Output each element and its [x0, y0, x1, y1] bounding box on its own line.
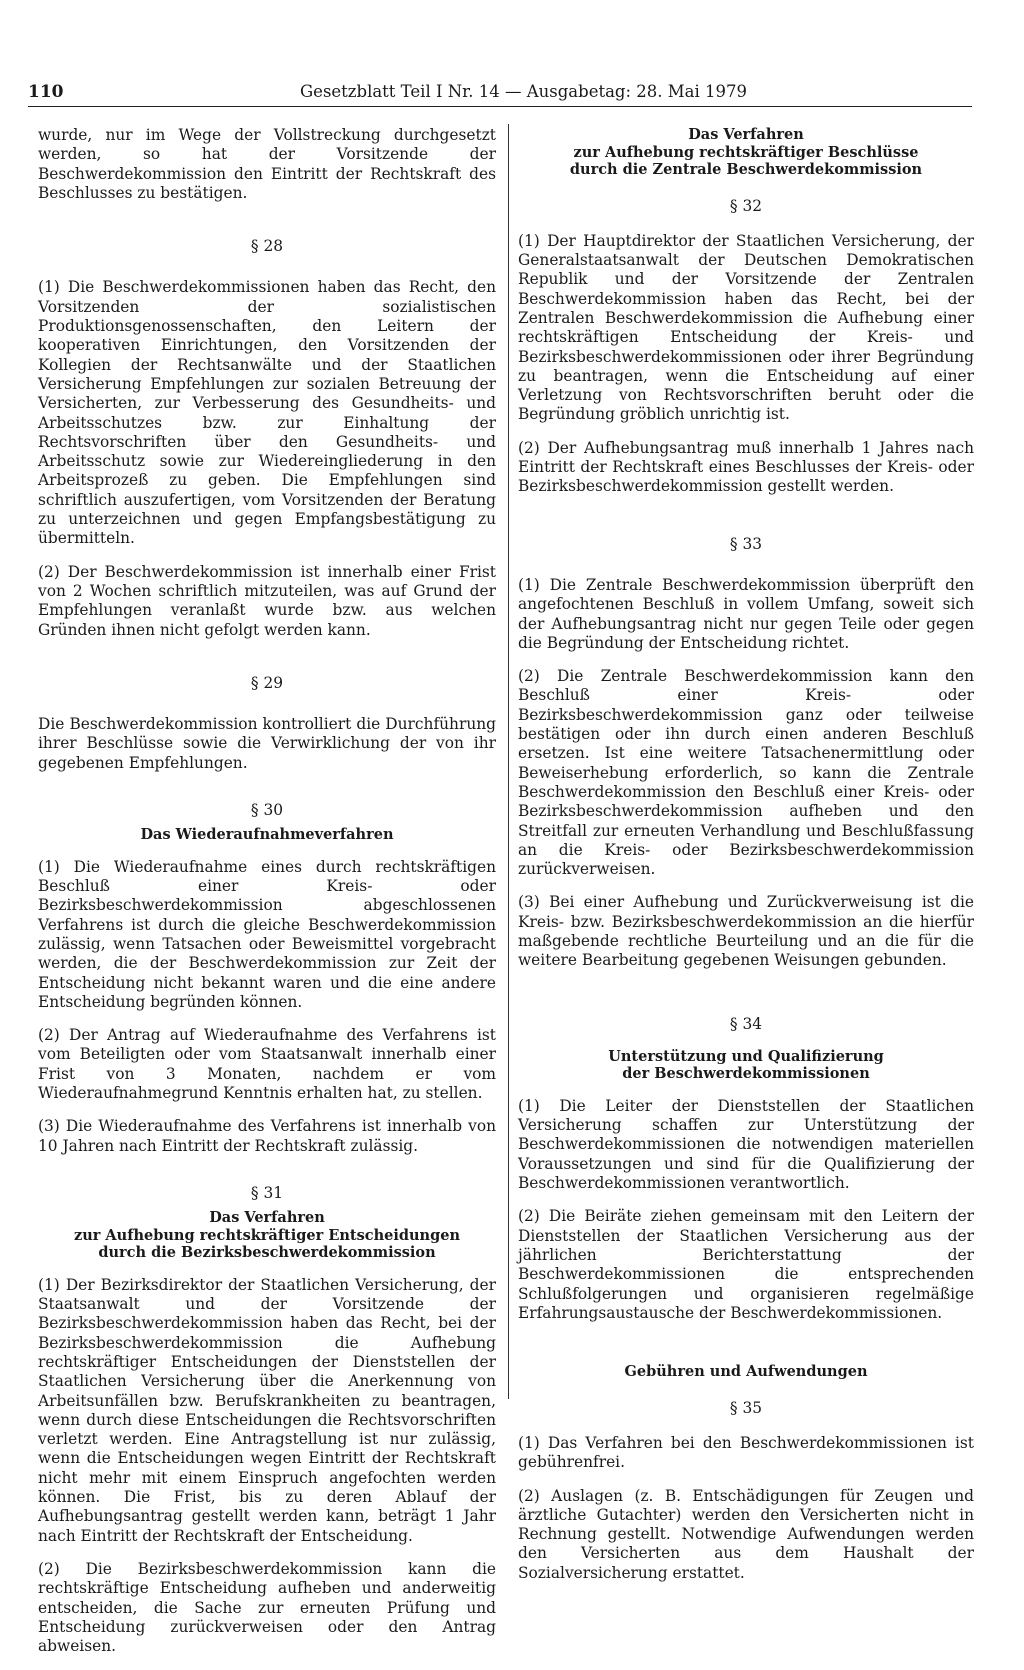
paragraph-31-2: (2) Die Bezirksbeschwerdekommission kann die rechtskräftige Entscheidung aufheben und anderweitig entscheiden, die Sache zur erneuten Prüfung und Entscheidung zurückverweisen oder den Antrag abweisen.: [38, 1559, 496, 1656]
section-number-28: § 28: [250, 237, 284, 256]
section-title-34-line1: Unterstützung und Qualifizierung: [608, 1047, 884, 1065]
paragraph-29-1: Die Beschwerdekommission kontrolliert die Durchführung ihrer Beschlüsse sowie die Verwirklichung der von ihr gegebenen Empfehlungen.: [38, 715, 496, 772]
paragraph-35-2: (2) Auslagen (z. B. Entschädigungen für Zeugen und ärztliche Gutachter) werden den Versicherten nicht in Rechnung gestellt. Notwendige Aufwendungen werden den Versicherten aus dem Haushalt der Sozialversicherung erstattet.: [518, 1486, 974, 1582]
section-title-35: Gebühren und Aufwendungen: [624, 1363, 868, 1381]
chapter-heading-line1: Das Verfahren: [688, 126, 804, 143]
chapter-heading-line2: zur Aufhebung rechtskräftiger Beschlüsse: [573, 143, 919, 161]
running-title: Gesetzblatt Teil I Nr. 14 — Ausgabetag: 28. Mai 1979: [300, 82, 748, 101]
left-column: [38, 126, 496, 1670]
right-column: [518, 126, 974, 1597]
section-number-30: § 30: [250, 801, 284, 820]
section-title-30: Das Wiederaufnahmeverfahren: [140, 826, 394, 844]
paragraph-28-1: (1) Die Beschwerdekommissionen haben das Recht, den Vorsitzenden der sozialistischen Produktionsgenossenschaften, den Leitern der kooperativen Einrichtungen, den Vorsitzenden der Kollegien der Rechtsanwälte und der Staatlichen Versicherung Empfehlungen zur sozialen Betreuung der Versicherten, zur Verbesserung des Gesundheits- und Arbeitsschutzes bzw. zur Einhaltung der Rechtsvorschriften über den Gesundheits- und Arbeitsschutz sowie zur Wiedereingliederung in den Arbeitsprozeß zu geben. Die Empfehlungen sind schriftlich auszufertigen, vom Vorsitzenden der Beratung zu unterzeichnen und gegen Empfangsbestätigung zu übermitteln.: [38, 278, 496, 548]
section-title-31-line3: durch die Bezirksbeschwerdekommission: [98, 1244, 436, 1262]
chapter-heading-line3: durch die Zentrale Beschwerdekommission: [569, 161, 923, 178]
section-title-34-line2: der Beschwerdekommissionen: [622, 1065, 870, 1083]
page-number: 110: [28, 82, 64, 102]
section-title-31-line1: Das Verfahren: [209, 1209, 325, 1227]
section-title-34: [518, 1048, 974, 1083]
paragraph-33-3: (3) Bei einer Aufhebung und Zurückverweisung ist die Kreis- bzw. Bezirksbeschwerdekommission an die hierfür maßgebende rechtliche Beurteilung und an die für die weitere Bearbeitung gegebenen Weisungen gebunden.: [518, 893, 974, 970]
paragraph-33-1: (1) Die Zentrale Beschwerdekommission überprüft den angefochtenen Beschluß in vollem Umfang, soweit sich der Aufhebungsantrag nicht nur gegen Teile oder gegen die Begründung der Entscheidung richtet.: [518, 575, 974, 652]
section-title-31-line2: zur Aufhebung rechtskräftiger Entscheidungen: [73, 1226, 461, 1244]
column-divider: [508, 124, 509, 1399]
paragraph-31-1: (1) Der Bezirksdirektor der Staatlichen Versicherung, der Staatsanwalt und der Vorsitzende der Bezirksbeschwerdekommission haben das Recht, bei der Bezirksbeschwerdekommission die Aufhebung rechtskräftiger Entscheidungen der Dienststellen der Staatlichen Versicherung über die Anerkennung von Arbeitsunfällen bzw. Berufskrankheiten zu beantragen, wenn durch diese Entscheidungen die Rechtsvorschriften verletzt werden. Eine Antragstellung ist nur zulässig, wenn die Entscheidungen wegen Eintritt der Rechtskraft nicht mehr mit einem Einspruch angefochten werden können. Die Frist, bis zu deren Ablauf der Aufhebungsantrag gestellt werden kann, beträgt 1 Jahr nach Eintritt der Rechtskraft der Entscheidung.: [38, 1275, 496, 1545]
section-number-29: § 29: [250, 673, 284, 692]
paragraph-34-1: (1) Die Leiter der Dienststellen der Staatlichen Versicherung schaffen zur Unterstützung der Beschwerdekommissionen die notwendigen materiellen Voraussetzungen und sind für die Qualifizierung der Beschwerdekommissionen verantwortlich.: [518, 1096, 974, 1193]
section-number-35: § 35: [729, 1398, 763, 1417]
paragraph-28-2: (2) Der Beschwerdekommission ist innerhalb einer Frist von 2 Wochen schriftlich mitzuteilen, was auf Grund der Empfehlungen veranlaßt wurde bzw. aus welchen Gründen ihnen nicht gefolgt werden kann.: [38, 562, 496, 639]
paragraph-32-2: (2) Der Aufhebungsantrag muß innerhalb 1 Jahres nach Eintritt der Rechtskraft eines Beschlusses der Kreis- oder Bezirksbeschwerdekommission gestellt werden.: [518, 438, 974, 496]
section-number-32: § 32: [729, 196, 763, 215]
paragraph-35-1: (1) Das Verfahren bei den Beschwerdekommissionen ist gebührenfrei.: [518, 1433, 974, 1472]
paragraph-34-2: (2) Die Beiräte ziehen gemeinsam mit den Leitern der Dienststellen der Staatlichen Versicherung aus der jährlichen Berichterstattung der Beschwerdekommissionen die entsprechenden Schlußfolgerungen und organisieren regelmäßige Erfahrungsaustausche der Beschwerdekommissionen.: [518, 1207, 974, 1322]
chapter-heading-zentrale: [518, 126, 974, 179]
section-number-31: § 31: [250, 1183, 284, 1202]
paragraph-33-2: (2) Die Zentrale Beschwerdekommission kann den Beschluß einer Kreis- oder Bezirksbeschwerdekommission ganz oder teilweise bestätigen oder ihn durch einen anderen Beschluß ersetzen. Ist eine weitere Tatsachenermittlung oder Beweiserhebung erforderlich, so kann die Zentrale Beschwerdekommission den Beschluß einer Kreis- oder Bezirksbeschwerdekommission aufheben und den Streitfall zur erneuten Verhandlung und Beschlußfassung an die Kreis- oder Bezirksbeschwerdekommission zurückverweisen.: [518, 667, 974, 879]
paragraph-30-1: (1) Die Wiederaufnahme eines durch rechtskräftigen Beschluß einer Kreis- oder Bezirksbeschwerdekommission abgeschlossenen Verfahrens ist durch die gleiche Beschwerdekommission zulässig, wenn Tatsachen oder Beweismittel vorgebracht werden, die der Beschwerdekommission zur Zeit der Entscheidung nicht bekannt waren und die eine andere Entscheidung begründen können.: [38, 857, 496, 1011]
page-header: [28, 82, 972, 107]
section-title-31: [38, 1209, 496, 1262]
paragraph-30-2: (2) Der Antrag auf Wiederaufnahme des Verfahrens ist vom Beteiligten oder vom Staatsanwalt innerhalb einer Frist von 3 Monaten, nachdem er vom Wiederaufnahmegrund Kenntnis erhalten hat, zu stellen.: [38, 1026, 496, 1103]
continued-paragraph: wurde, nur im Wege der Vollstreckung durchgesetzt werden, so hat der Vorsitzende der Beschwerdekommission den Eintritt der Rechtskraft des Beschlusses zu bestätigen.: [38, 126, 496, 202]
paragraph-30-3: (3) Die Wiederaufnahme des Verfahrens ist innerhalb von 10 Jahren nach Eintritt der Rechtskraft zulässig.: [38, 1117, 496, 1155]
section-number-33: § 33: [729, 534, 763, 553]
paragraph-32-1: (1) Der Hauptdirektor der Staatlichen Versicherung, der Generalstaatsanwalt der Deutschen Demokratischen Republik und der Vorsitzende der Zentralen Beschwerdekommission haben das Recht, bei der Zentralen Beschwerdekommission die Aufhebung einer rechtskräftigen Entscheidung der Kreis- und Bezirksbeschwerdekommissionen oder ihrer Begründung zu beantragen, wenn die Entscheidung auf einer Verletzung von Rechtsvorschriften beruht oder die Begründung gröblich unrichtig ist.: [518, 231, 974, 424]
section-number-34: § 34: [729, 1014, 763, 1033]
